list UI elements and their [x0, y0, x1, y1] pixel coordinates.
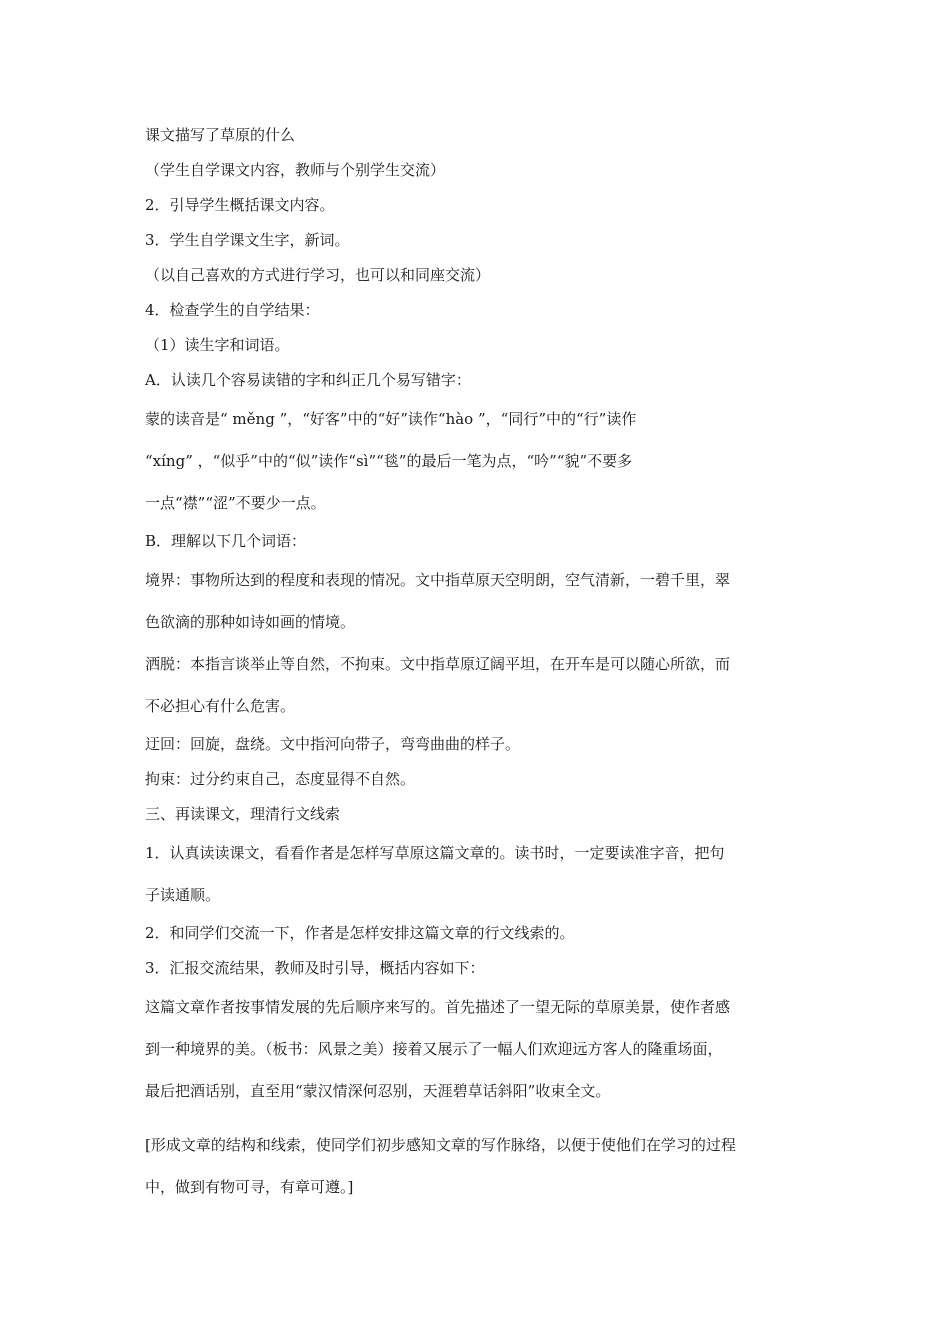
- paragraph-line: 蒙的读音是“ měng ”，“好客”中的“好”读作“hào ”，“同行”中的“行”读作: [145, 410, 637, 428]
- paragraph-line: 洒脱：本指言谈举止等自然，不拘束。文中指草原辽阔平坦，在开车是可以随心所欲，而: [145, 655, 731, 673]
- summary-paragraph: [145, 986, 810, 1112]
- paragraph-line: 最后把酒话别，直至用“蒙汉情深何忍别，天涯碧草话斜阳”收束全文。: [145, 1082, 611, 1100]
- paragraph-line: 中，做到有物可寻，有章可遵。]: [145, 1178, 354, 1196]
- satuo-paragraph: [145, 643, 810, 727]
- item-a-line: A．认读几个容易读错的字和纠正几个易写错字：: [145, 371, 471, 389]
- item-b-line: B．理解以下几个词语：: [145, 532, 307, 550]
- paragraph-line: 一点“襟”“涩”不要少一点。: [145, 494, 326, 512]
- design-note-paragraph: [145, 1124, 810, 1208]
- step-3-line: 3．学生自学课文生字，新词。: [145, 231, 350, 249]
- sub-step-line: （1）读生字和词语。: [145, 336, 290, 354]
- paragraph-line: “xíng” ，“似乎”中的“似”读作“sì”“毯”的最后一笔为点，“吟”“貌”不要多: [145, 452, 633, 470]
- paragraph-line: 子读通顺。: [145, 886, 221, 904]
- step-4-line: 4．检查学生的自学结果：: [145, 301, 320, 319]
- paragraph-line: 1．认真读读课文，看看作者是怎样写草原这篇文章的。读书时，一定要读准字音，把句: [145, 844, 725, 862]
- paragraph-line: 到一种境界的美。（板书：风景之美）接着又展示了一幅人们欢迎远方客人的隆重场面，: [145, 1040, 723, 1058]
- definition-line: 拘束：过分约束自己，态度显得不自然。: [145, 770, 416, 788]
- paragraph-line: [形成文章的结构和线索，使同学们初步感知文章的写作脉络，以便于使他们在学习的过程: [145, 1136, 736, 1154]
- section-heading: 三、再读课文，理清行文线索: [145, 805, 341, 823]
- pronunciation-paragraph: [145, 398, 810, 524]
- step-3-line: 3．汇报交流结果，教师及时引导，概括内容如下：: [145, 959, 485, 977]
- jingjie-paragraph: [145, 559, 810, 643]
- note-line: （学生自学课文内容，教师与个别学生交流）: [145, 161, 446, 179]
- document-page: [145, 118, 810, 1208]
- paragraph-line: 境界：事物所达到的程度和表现的情况。文中指草原天空明朗，空气清新，一碧千里，翠: [145, 571, 731, 589]
- question-line: 课文描写了草原的什么: [145, 126, 296, 144]
- paragraph-line: 色欲滴的那种如诗如画的情境。: [145, 613, 356, 631]
- spacer: [145, 1112, 810, 1124]
- paragraph-line: 不必担心有什么危害。: [145, 697, 296, 715]
- step-1-paragraph: [145, 832, 810, 916]
- note-line: （以自己喜欢的方式进行学习，也可以和同座交流）: [145, 266, 491, 284]
- definition-line: 迂回：回旋，盘绕。文中指河向带子，弯弯曲曲的样子。: [145, 735, 521, 753]
- step-2-line: 2．引导学生概括课文内容。: [145, 196, 335, 214]
- step-2-line: 2．和同学们交流一下，作者是怎样安排这篇文章的行文线索的。: [145, 924, 575, 942]
- paragraph-line: 这篇文章作者按事情发展的先后顺序来写的。首先描述了一望无际的草原美景，使作者感: [145, 998, 731, 1016]
